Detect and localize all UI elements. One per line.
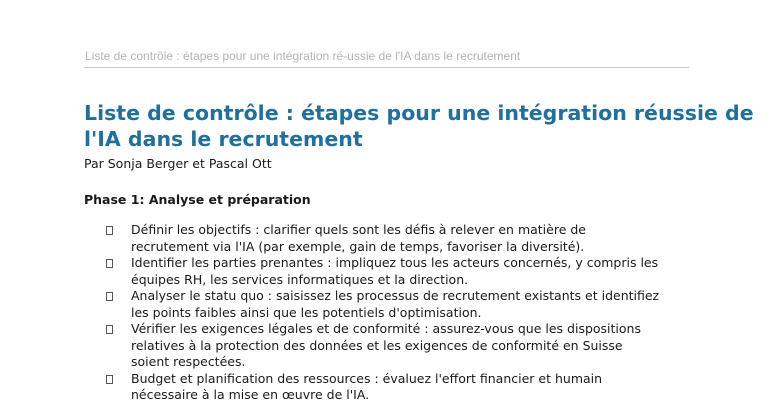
checklist-item-text: Budget et planification des ressources : évaluez l'effort financier et humain nécessaire à la mise en œuvre de l'IA.	[131, 370, 603, 402]
header-divider	[84, 67, 689, 68]
phase-heading: Phase 1: Analyse et préparation	[84, 192, 311, 207]
checkbox-icon	[106, 259, 113, 268]
checklist-item-objectives	[104, 222, 664, 255]
checklist-item-status-quo	[104, 288, 664, 321]
checklist-item-budget	[104, 371, 664, 404]
checkbox-icon	[106, 226, 113, 235]
checkbox-icon	[106, 292, 113, 301]
checkbox-icon	[106, 325, 113, 334]
checklist-item-text: Vérifier les exigences légales et de conformité : assurez-vous que les dispositions relatives à la protection des données et les exigences de conformité en Suisse soient respectées.	[131, 321, 641, 369]
author-byline: Par Sonja Berger et Pascal Ott	[84, 156, 272, 171]
running-header: Liste de contrôle : étapes pour une intégration ré-ussie de l'IA dans le recrutement	[85, 49, 521, 63]
checklist	[104, 222, 664, 404]
checklist-item-text: Analyser le statu quo : saisissez les processus de recrutement existants et identifiez les points faibles ainsi que les potentiels d'optimisation.	[131, 288, 660, 320]
checkbox-icon	[106, 375, 113, 384]
checklist-item-text: Identifier les parties prenantes : impliquez tous les acteurs concernés, y compris les équipes RH, les services informatiques et la direction.	[131, 255, 659, 287]
checklist-item-text: Définir les objectifs : clarifier quels sont les défis à relever en matière de recrutement via l'IA (par exemple, gain de temps, favoriser la diversité).	[131, 222, 586, 254]
document-title: Liste de contrôle : étapes pour une intégration réussie de l'IA dans le recrutement	[84, 101, 754, 151]
checklist-item-compliance	[104, 321, 664, 371]
checklist-item-stakeholders	[104, 255, 664, 288]
